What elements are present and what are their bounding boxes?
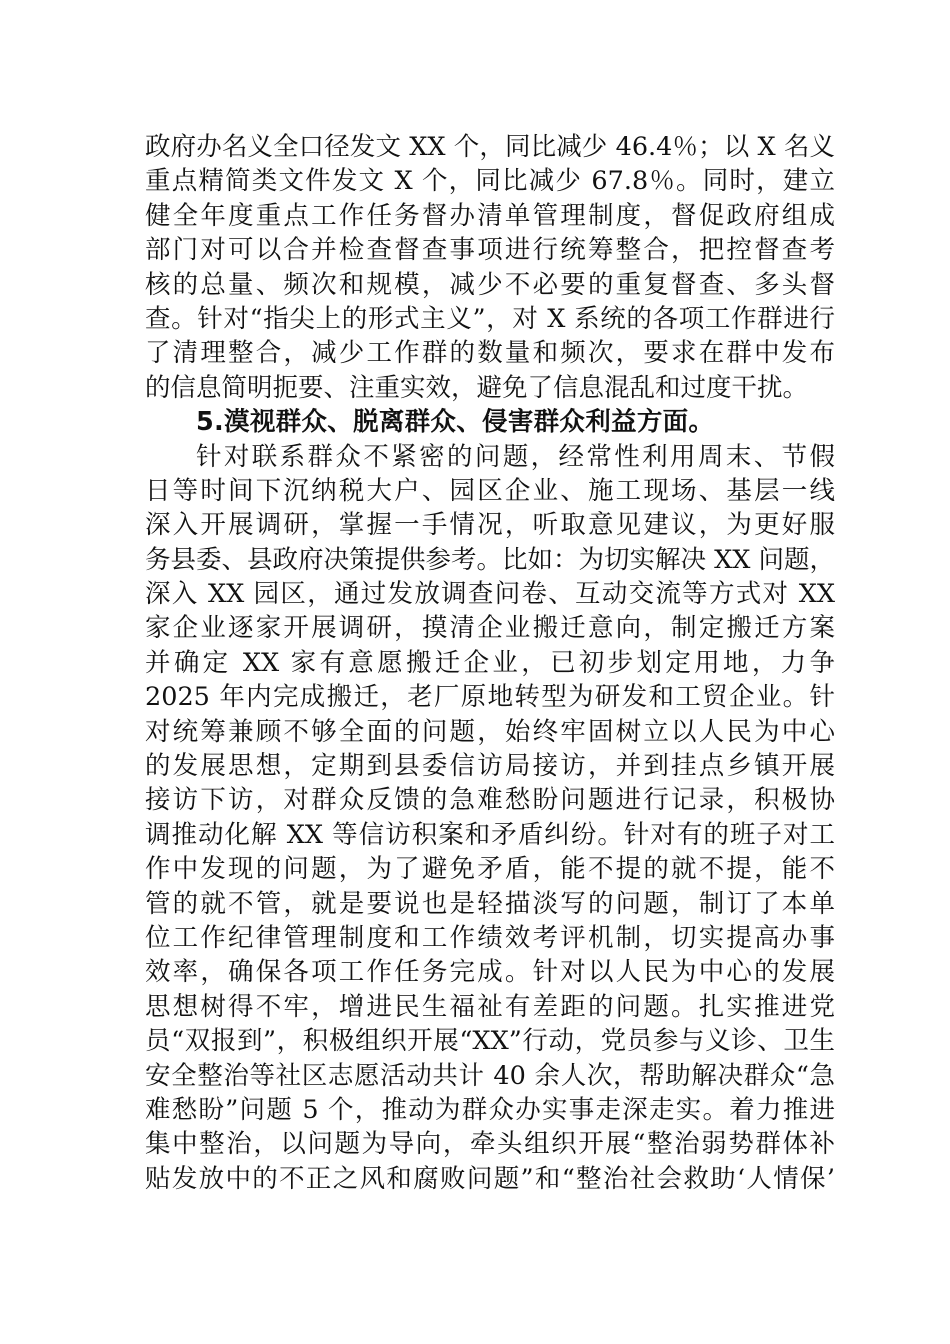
text-line: 员“双报到”，积极组织开展“XX”行动，党员参与义诊、卫生 <box>145 1026 835 1057</box>
text-line: 的发展思想，定期到县委信访局接访，并到挂点乡镇开展 <box>145 751 835 782</box>
section-heading: 5.漠视群众、脱离群众、侵害群众利益方面。 <box>196 407 715 438</box>
text-line: 思想树得不牢，增进民生福祉有差距的问题。扎实推进党 <box>145 991 835 1022</box>
text-line: 并确定 XX 家有意愿搬迁企业，已初步划定用地，力争 <box>145 647 835 678</box>
text-line: 家企业逐家开展调研，摸清企业搬迁意向，制定搬迁方案 <box>145 613 835 644</box>
text-line: 核的总量、频次和规模，减少不必要的重复督查、多头督 <box>145 269 835 300</box>
text-line: 难愁盼”问题 5 个，推动为群众办实事走深走实。着力推进 <box>145 1094 835 1125</box>
text-line: 接访下访，对群众反馈的急难愁盼问题进行记录，积极协 <box>145 785 835 816</box>
paragraph-reduce-documents <box>145 130 835 405</box>
text-line: 重点精简类文件发文 X 个，同比减少 67.8％。同时，建立 <box>145 166 835 197</box>
text-line: 集中整治，以问题为导向，牵头组织开展“整治弱势群体补 <box>145 1129 835 1160</box>
text-line: 效率，确保各项工作任务完成。针对以人民为中心的发展 <box>145 957 835 988</box>
document-body <box>145 130 835 1196</box>
text-line: 查。针对“指尖上的形式主义”，对 X 系统的各项工作群进行 <box>145 303 835 334</box>
text-line: 了清理整合，减少工作群的数量和频次，要求在群中发布 <box>145 338 835 369</box>
text-line: 对统筹兼顾不够全面的问题，始终牢固树立以人民为中心 <box>145 716 835 747</box>
text-line: 深入 XX 园区，通过发放调查问卷、互动交流等方式对 XX <box>145 579 835 610</box>
text-line: 政府办名义全口径发文 XX 个，同比减少 46.4％；以 X 名义 <box>145 132 835 162</box>
text-line: 管的就不管，就是要说也是轻描淡写的问题，制订了本单 <box>145 888 835 919</box>
text-line: 安全整治等社区志愿活动共计 40 余人次，帮助解决群众“急 <box>145 1060 835 1091</box>
text-line: 日等时间下沉纳税大户、园区企业、施工现场、基层一线 <box>145 475 835 506</box>
text-line: 针对联系群众不紧密的问题，经常性利用周末、节假 <box>196 441 835 472</box>
text-line: 健全年度重点工作任务督办清单管理制度，督促政府组成 <box>145 200 835 231</box>
text-line: 贴发放中的不正之风和腐败问题”和“整治社会救助‘人情保’ <box>145 1163 835 1194</box>
text-line: 务县委、县政府决策提供参考。比如：为切实解决 XX 问题， <box>145 544 836 575</box>
paragraph-contact-masses <box>145 440 835 1197</box>
text-line: 调推动化解 XX 等信访积案和矛盾纠纷。针对有的班子对工 <box>145 819 835 850</box>
text-line: 作中发现的问题，为了避免矛盾，能不提的就不提，能不 <box>145 854 835 885</box>
text-line: 深入开展调研，掌握一手情况，听取意见建议，为更好服 <box>145 510 835 541</box>
text-line: 的信息简明扼要、注重实效，避免了信息混乱和过度干扰。 <box>145 372 809 403</box>
text-line: 部门对可以合并检查督查事项进行统筹整合，把控督查考 <box>145 235 835 266</box>
text-line: 位工作纪律管理制度和工作绩效考评机制，切实提高办事 <box>145 922 835 953</box>
text-line: 2025 年内完成搬迁，老厂原地转型为研发和工贸企业。针 <box>145 682 835 713</box>
